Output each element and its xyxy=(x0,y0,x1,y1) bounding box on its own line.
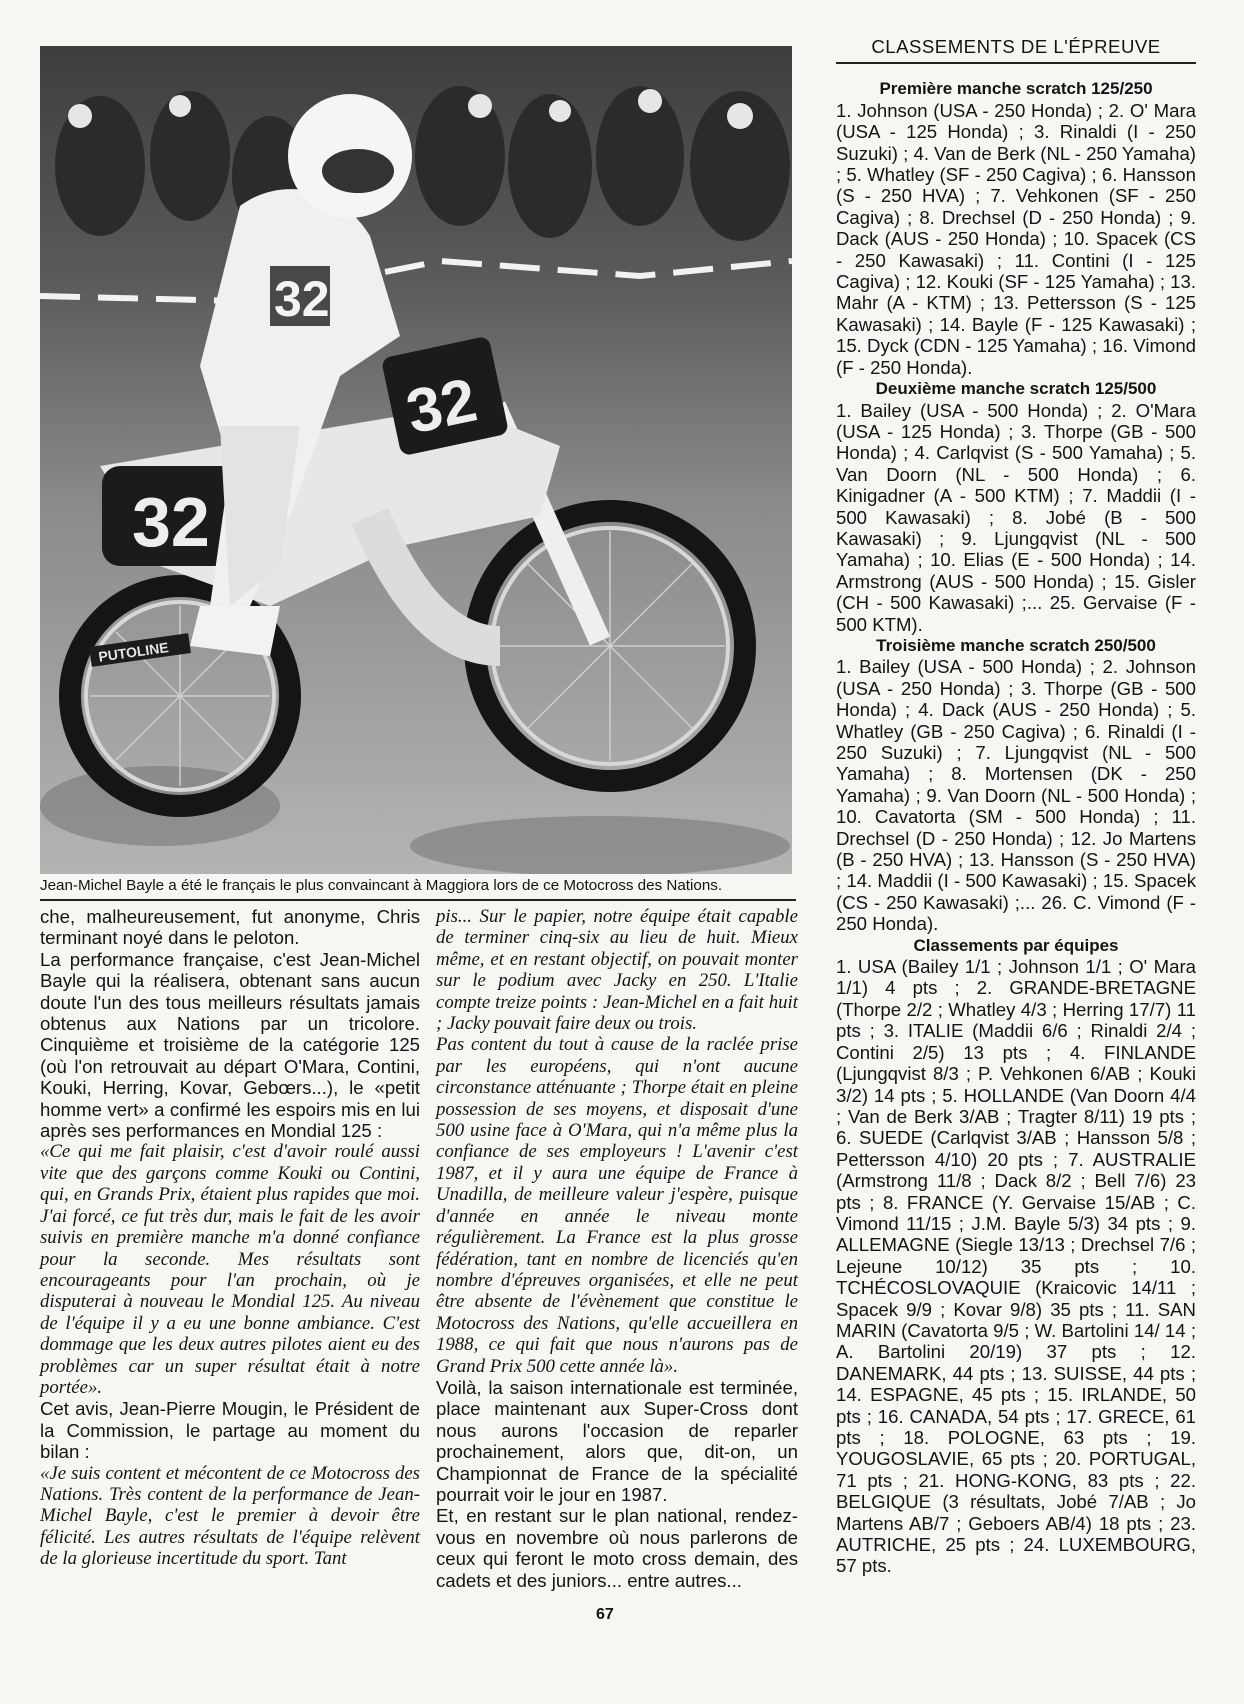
svg-text:32: 32 xyxy=(132,483,210,561)
photo-caption: Jean-Michel Bayle a été le français le plus convaincant à Maggiora lors de ce Motocross des Nations. xyxy=(40,876,796,901)
quote-paragraph: «Ce qui me fait plaisir, c'est d'avoir roulé aussi vite que des garçons comme Kouki ou Contini, qui, en Grands Prix, étaient plus rapides que moi. J'ai forcé, ce fut très dur, mais le fait de les avoir suivis en première manche m'a donné confiance pour la seconde. Mes résultats sont encourageants pour l'an prochain, où je disputerai à nouveau le Mondial 125. Au niveau de l'équipe il y a eu une bonne ambiance. C'est dommage que les deux autres pilotes aient eu des problèmes car un super résultat était à notre portée». xyxy=(40,1141,420,1398)
paragraph: Voilà, la saison internationale est terminée, place maintenant aux Super-Cross dont nous aurons l'occasion de reparler prochainement, alors que, dit-on, un Championnat de France de la spécialité pourrait voir le jour en 1987. xyxy=(436,1376,798,1505)
quote-paragraph: «Je suis content et mécontent de ce Motocross des Nations. Très content de la performance de Jean-Michel Bayle, c'est le premier à devoir être félicité. Les autres résultats de l'équipe relèvent de la glorieuse incertitude du sport. Tant xyxy=(40,1462,420,1570)
section-results: 1. Bailey (USA - 500 Honda) ; 2. O'Mara (USA - 125 Honda) ; 3. Thorpe (GB - 500 Honda) ; 4. Carlqvist (S - 500 Yamaha) ; 5. Van Doorn (NL - 500 Honda) ; 6. Kinigadner (A - 500 KTM) ; 7. Maddii (I - 500 Kawasaki) ; 8. Jobé (B - 500 Kawasaki) ; 9. Ljungqvist (NL - 500 Yamaha) ; 10. Elias (E - 500 Honda) ; 14. Armstrong (AUS - 500 Honda) ; 15. Gisler (CH - 500 Kawasaki) ;... 25. Gervaise (F - 500 KTM). xyxy=(836,399,1196,635)
quote-paragraph: pis... Sur le papier, notre équipe était capable de terminer cinq-six au lieu de huit. Mieux même, et en restant objectif, on pouvait monter sur le podium avec Jacky en 250. L'Italie compte treize points : Jean-Michel en a fait huit ; Jacky pouvait faire deux ou trois. xyxy=(436,906,798,1035)
article-column-1 xyxy=(40,906,420,1570)
section-title: Classements par équipes xyxy=(913,935,1119,955)
results-sidebar xyxy=(836,36,1196,1577)
section-results: 1. Bailey (USA - 500 Honda) ; 2. Johnson (USA - 250 Honda) ; 3. Thorpe (GB - 500 Honda) ; 4. Dack (AUS - 250 Honda) ; 5. Whatley (GB - 250 Cagiva) ; 6. Rinaldi (I - 250 Suzuki) ; 7. Ljungqvist (NL - 500 Yamaha) ; 8. Mortensen (DK - 250 Yamaha) ; 9. Van Doorn (NL - 500 Honda) ; 10. Cavatorta (SM - 500 Honda) ; 11. Drechsel (D - 250 Honda) ; 12. Jo Martens (B - 250 HVA) ; 13. Hansson (S - 250 HVA) ; 14. Maddii (I - 500 Kawasaki) ; 15. Spacek (CS - 250 Kawasaki) ;... 26. C. Vimond (F - 250 Honda). xyxy=(836,656,1196,935)
section-title: Deuxième manche scratch 125/500 xyxy=(875,379,1157,399)
article-column-2 xyxy=(436,906,798,1591)
svg-text:32: 32 xyxy=(400,365,483,448)
photo xyxy=(40,46,792,874)
quote-paragraph: Pas content du tout à cause de la raclée prise par les européens, qui n'ont aucune circonstance atténuante ; Thorpe était en pleine possession de ses moyens, et disposait d'une 500 usine face à O'Mara, qui n'a même plus la confiance de ses employeurs ! L'avenir c'est 1987, et il y aura une équipe de France à Unadilla, de meilleure valeur j'espère, puisque d'année en année le niveau monte régulièrement. La France est la plus grosse fédération, tant en nombre de licenciés qu'en nombre d'épreuves organisées, et elle ne peut être absente de l'évènement que constitue le Motocross des Nations, qu'elle accueillera en 1988, ce qui fait que nous n'aurons pas de Grand Prix 500 cette année là». xyxy=(436,1034,798,1377)
section-results: 1. Johnson (USA - 250 Honda) ; 2. O' Mara (USA - 125 Honda) ; 3. Rinaldi (I - 250 Suzuki) ; 4. Van de Berk (NL - 250 Yamaha) ; 5. Whatley (SF - 250 Cagiva) ; 6. Hansson (S - 250 HVA) ; 7. Vehkonen (SF - 250 Cagiva) ; 8. Drechsel (D - 250 Honda) ; 9. Dack (AUS - 250 Honda) ; 10. Spacek (CS - 250 Kawasaki) ; 11. Contini (I - 125 Cagiva) ; 12. Kouki (SF - 125 Yamaha) ; 13. Mahr (A - KTM) ; 13. Pettersson (S - 125 Kawasaki) ; 14. Bayle (F - 125 Kawasaki) ; 15. Dyck (CDN - 125 Yamaha) ; 16. Vimond (F - 250 Honda). xyxy=(836,99,1196,378)
svg-text:32: 32 xyxy=(274,271,330,327)
section-title: Troisième manche scratch 250/500 xyxy=(876,635,1156,655)
section-title: Première manche scratch 125/250 xyxy=(879,79,1153,99)
paragraph: che, malheureusement, fut anonyme, Chris terminant noyé dans le peloton. xyxy=(40,906,420,949)
sidebar-title: CLASSEMENTS DE L'ÉPREUVE xyxy=(836,36,1196,64)
sponsor-label: PUTOLINE xyxy=(97,639,170,665)
section-results: 1. USA (Bailey 1/1 ; Johnson 1/1 ; O' Mara 1/1) 4 pts ; 2. GRANDE-BRETAGNE (Thorpe 2/2 ; Whatley 4/3 ; Herring 17/7) 11 pts ; 3. ITALIE (Maddii 6/6 ; Rinaldi 2/4 ; Contini 2/5) 13 pts ; 4. FINLANDE (Ljungqvist 8/3 ; P. Vehkonen 6/AB ; Kouki 3/2) 14 pts ; 5. HOLLANDE (Van Doorn 4/4 ; Van de Berk 3/AB ; Tragter 8/11) 19 pts ; 6. SUEDE (Carlqvist 3/AB ; Hansson 5/8 ; Pettersson 4/10) 20 pts ; 7. AUSTRALIE (Armstrong 11/8 ; Dack 8/2 ; Bell 7/6) 23 pts ; 8. FRANCE (Y. Gervaise 15/AB ; C. Vimond 11/15 ; J.M. Bayle 5/3) 34 pts ; 9. ALLEMAGNE (Siegle 13/13 ; Drechsel 7/6 ; Lejeune 10/12) 35 pts ; 10. TCHÉCOSLOVAQUIE (Kraicovic 14/11 ; Spacek 9/9 ; Kovar 9/8) 35 pts ; 11. SAN MARIN (Cavatorta 9/5 ; W. Bartolini 14/ 14 ; A. Bartolini 20/19) 37 pts ; 12. DANEMARK, 44 pts ; 13. SUISSE, 44 pts ; 14. ESPAGNE, 45 pts ; 15. IRLANDE, 50 pts ; 16. CANADA, 54 pts ; 17. GRECE, 61 pts ; 18. POLOGNE, 63 pts ; 19. YOUGOSLAVIE, 65 pts ; 20. PORTUGAL, 71 pts ; 21. HONG-KONG, 83 pts ; 22. BELGIQUE (3 résultats, Jobé 7/AB ; Jo Martens AB/7 ; Geboers AB/4) 18 pts ; 23. AUTRICHE, 25 pts ; 24. LUXEMBOURG, 57 pts. xyxy=(836,956,1196,1577)
paragraph: Et, en restant sur le plan national, rendez-vous en novembre où nous parlerons de ceux qui feront le moto cross demain, des cadets et des juniors... entre autres... xyxy=(436,1505,798,1591)
paragraph: La performance française, c'est Jean-Michel Bayle qui la réalisera, obtenant sans aucun doute l'un des tous meilleurs résultats jamais obtenus aux Nations par un tricolore. Cinquième et troisième de la catégorie 125 (où l'on retrouvait au départ O'Mara, Contini, Kouki, Herring, Kovar, Gebœrs...), le «petit homme vert» a confirmé les espoirs mis en lui après ses performances en Mondial 125 : xyxy=(40,948,420,1142)
page-number: 67 xyxy=(596,1606,614,1623)
paragraph: Cet avis, Jean-Pierre Mougin, le Président de la Commission, le partage au moment du bilan : xyxy=(40,1398,420,1463)
motocross-rider-photo-icon xyxy=(40,46,792,874)
